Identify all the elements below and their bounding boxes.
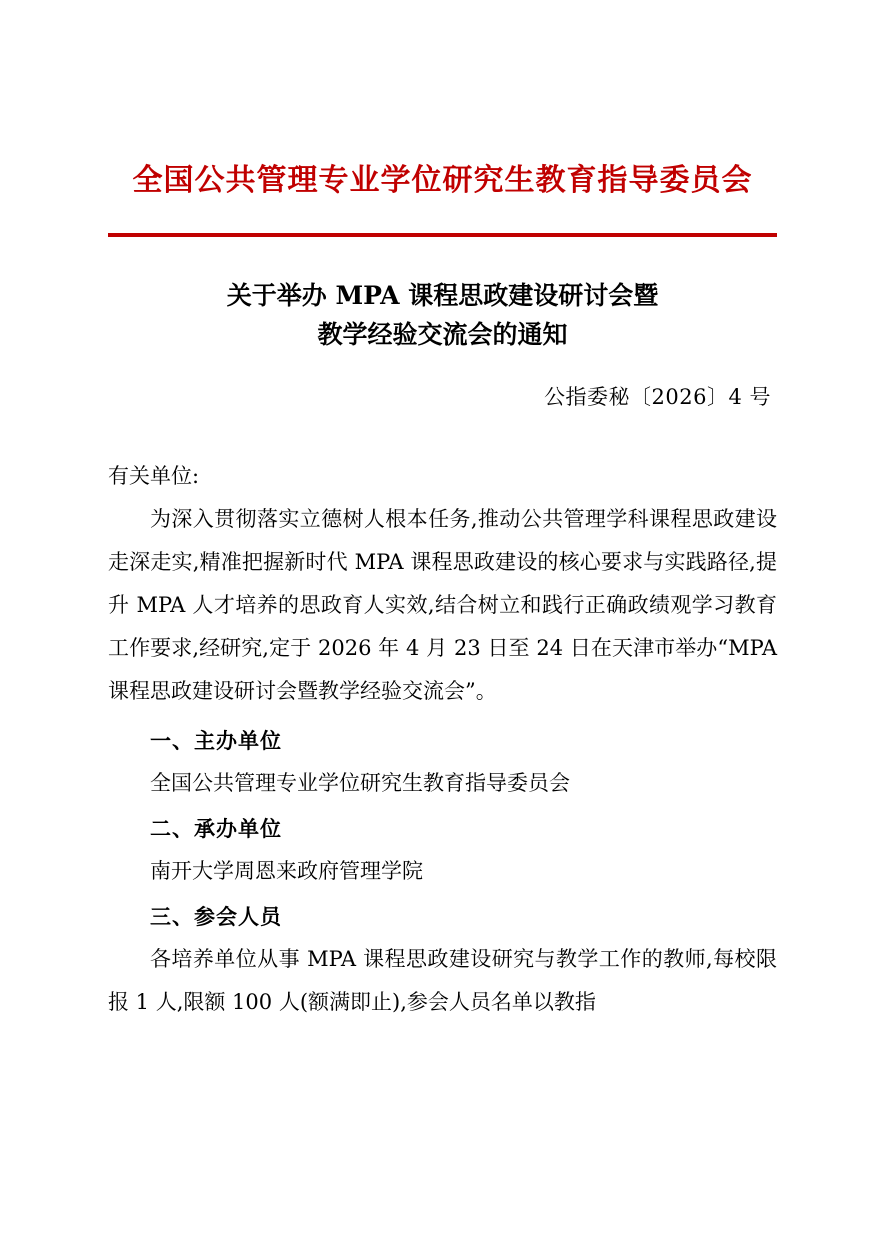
masthead-divider-rule bbox=[108, 233, 777, 237]
document-title-line-1: 关于举办 MPA 课程思政建设研讨会暨 bbox=[226, 281, 659, 310]
intro-paragraph: 为深入贯彻落实立德树人根本任务,推动公共管理学科课程思政建设走深走实,精准把握新时代 MPA 课程思政建设的核心要求与实践路径,提升 MPA 人才培养的思政育人实效,结合树立和践行正确政绩观学习教育工作要求,经研究,定于 2026 年 4 月 23 日至 24 日在天津市举办“MPA 课程思政建设研讨会暨教学经验交流会”。 bbox=[108, 506, 777, 703]
issuing-organization-title: 全国公共管理专业学位研究生教育指导委员会 bbox=[132, 163, 753, 198]
section-heading-3: 三、参会人员 bbox=[150, 903, 282, 929]
document-title bbox=[108, 277, 777, 355]
document-title-line-2: 教学经验交流会的通知 bbox=[317, 319, 568, 349]
masthead bbox=[108, 0, 777, 237]
section-body-1: 全国公共管理专业学位研究生教育指导委员会 bbox=[150, 770, 570, 795]
salutation: 有关单位: bbox=[108, 463, 200, 488]
section-body-3: 各培养单位从事 MPA 课程思政建设研究与教学工作的教师,每校限报 1 人,限额 100 人(额满即止),参会人员名单以教指 bbox=[108, 947, 777, 1015]
document-number: 公指委秘〔2026〕4 号 bbox=[544, 384, 771, 409]
section-body-2: 南开大学周恩来政府管理学院 bbox=[150, 858, 423, 883]
document-body bbox=[108, 455, 777, 1025]
paragraph-spacer bbox=[108, 713, 777, 717]
section-heading-1: 一、主办单位 bbox=[150, 727, 282, 753]
section-heading-2: 二、承办单位 bbox=[150, 815, 282, 841]
